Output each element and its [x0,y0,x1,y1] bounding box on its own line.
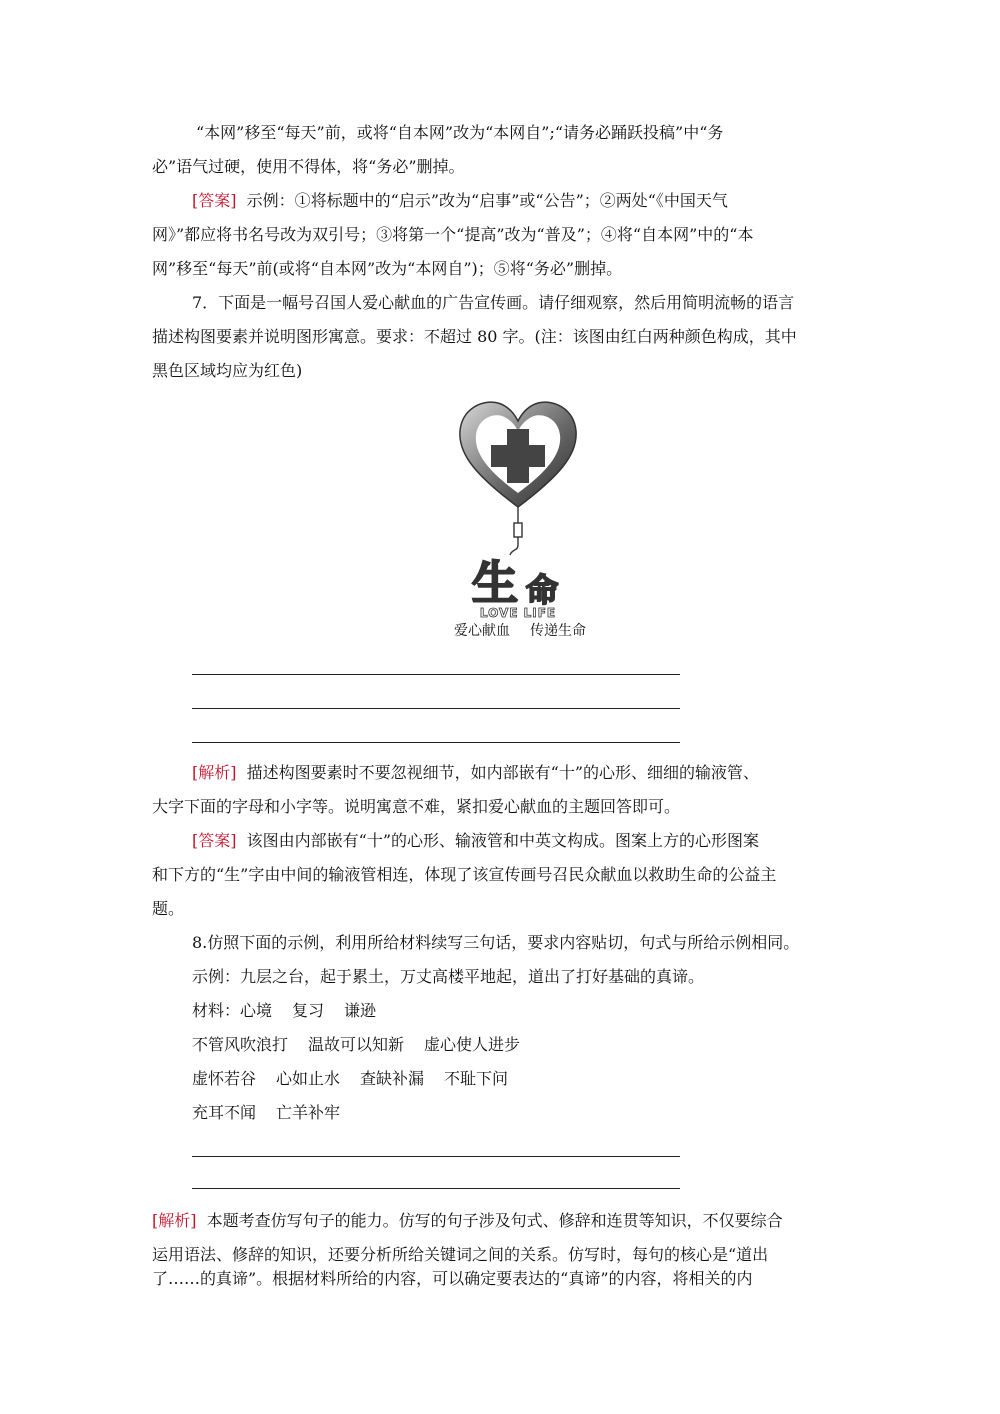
analysis-tag: [解析] [152,1211,197,1230]
phrase-item: 虚心使人进步 [424,1035,521,1054]
answer-blank-line[interactable] [192,742,680,743]
phrase-row-2 [152,1062,852,1096]
phrase-item: 不耻下问 [444,1069,509,1088]
analysis-8-line-1 [152,1204,852,1238]
analysis-text: 描述构图要素时不要忽视细节，如内部嵌有“十”的心形、细细的输液管、 [246,763,760,782]
phrase-item: 温故可以知新 [308,1035,405,1054]
love-life-text: LOVE LIFE [479,606,557,620]
answer-tag: [答案] [192,831,237,850]
answer-blank-line[interactable] [192,1156,680,1157]
question-7-line-1: 7．下面是一幅号召国人爱心献血的广告宣传画。请仔细观察，然后用简明流畅的语言 [192,293,795,312]
caption-part-1: 爱心献血 [454,623,510,639]
paragraph-line: 黑色区域均应为红色) [152,361,303,380]
answer-blank-line[interactable] [192,674,680,675]
paragraph-line: 网”移至“每天”前(或将“自本网”改为“本网自”)；⑤将“务必”删掉。 [152,259,623,278]
answer-7-line-1 [152,824,852,858]
materials-label: 材料： [192,1001,241,1020]
paragraph-line: 必”语气过硬，使用不得体，将“务必”删掉。 [152,157,465,176]
analysis-7-line-1 [152,756,852,790]
answer-text: 示例：①将标题中的“启示”改为“启事”或“公告”；②两处“《中国天气 [246,191,728,210]
answer-text: 该图由内部嵌有“十”的心形、输液管和中英文构成。图案上方的心形图案 [246,831,760,850]
phrase-row-1 [152,1028,852,1062]
paragraph-line: “本网”移至“每天”前，或将“自本网”改为“本网自”;“请务必踊跃投稿”中“务 [196,123,724,142]
answer-blank-line[interactable] [192,1188,680,1189]
answer-blank-line[interactable] [192,708,680,709]
phrase-item: 查缺补漏 [360,1069,425,1088]
question-8-materials [152,994,852,1028]
answer-tag: [答案] [192,191,237,210]
paragraph-line: 题。 [152,899,185,918]
phrase-item: 亡羊补牢 [276,1103,341,1122]
paragraph-line: 描述构图要素并说明图形寓意。要求：不超过 80 字。(注：该图由红白两种颜色构成，其中 [152,327,797,346]
big-char-sheng: 生 [472,556,518,610]
question-8-line-1: 8.仿照下面的示例，利用所给材料续写三句话，要求内容贴切，句式与所给示例相同。 [192,933,800,952]
life-characters [472,556,558,610]
iv-tube-icon [510,507,522,555]
big-char-ming: 命 [526,571,559,609]
paragraph-line: 大字下面的字母和小字等。说明寓意不难，紧扣爱心献血的主题回答即可。 [152,797,681,816]
phrase-item: 不管风吹浪打 [192,1035,289,1054]
poster-caption [440,620,600,640]
material-item: 心境 [240,1001,273,1020]
blood-donation-poster [448,395,588,655]
paragraph-line: 和下方的“生”字由中间的输液管相连，体现了该宣传画号召民众献血以救助生命的公益主 [152,865,777,884]
phrase-row-3 [152,1096,852,1130]
phrase-item: 虚怀若谷 [192,1069,257,1088]
paragraph-line: 网》”都应将书名号改为双引号；③将第一个“提高”改为“普及”；④将“自本网”中的“本 [152,225,754,244]
paragraph-line: 运用语法、修辞的知识，还要分析所给关键词之间的关系。仿写时，每句的核心是“道出 [152,1245,769,1264]
caption-part-2: 传递生命 [530,623,586,639]
answer-6-line-1 [152,184,852,218]
phrase-item: 充耳不闻 [192,1103,257,1122]
material-item: 复习 [292,1001,325,1020]
phrase-item: 心如止水 [276,1069,341,1088]
question-8-example: 示例：九层之台，起于累土，万丈高楼平地起，道出了打好基础的真谛。 [192,967,705,986]
analysis-tag: [解析] [192,763,237,782]
paragraph-line: 了……的真谛”。根据材料所给的内容，可以确定要表达的“真谛”的内容，将相关的内 [152,1269,753,1288]
analysis-text: 本题考查仿写句子的能力。仿写的句子涉及句式、修辞和连贯等知识，不仅要综合 [206,1211,783,1230]
material-item: 谦逊 [344,1001,377,1020]
